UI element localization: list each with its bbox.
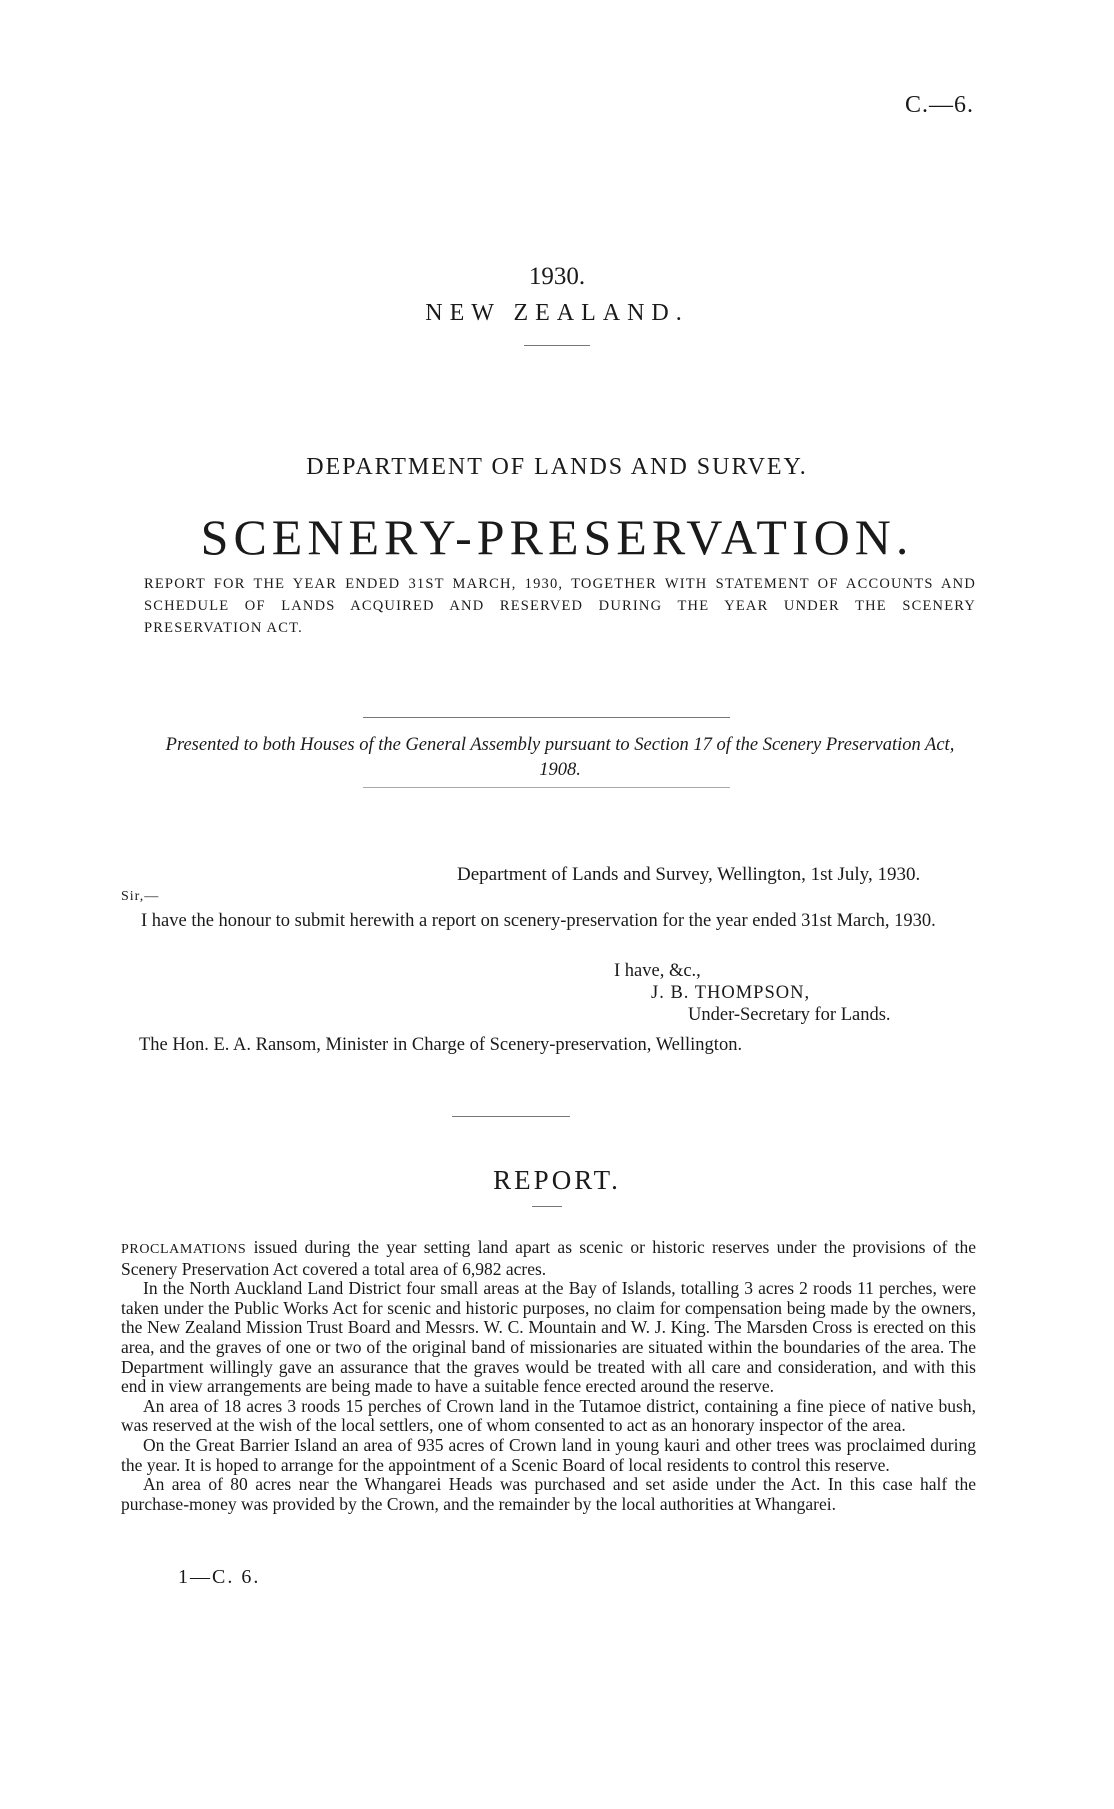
- country-heading: NEW ZEALAND.: [425, 300, 689, 326]
- page-reference: C.—6.: [904, 92, 974, 118]
- divider: [532, 1206, 562, 1207]
- letter-salutation: Sir,—: [121, 889, 160, 904]
- letter-date-line: Department of Lands and Survey, Wellington, 1st July, 1930.: [457, 864, 921, 885]
- letter-signature: J. B. THOMPSON,: [651, 983, 811, 1003]
- letter-body: I have the honour to submit herewith a report on scenery-preservation for the year ended 31st March, 1930.: [141, 911, 936, 931]
- report-heading: REPORT.: [493, 1165, 621, 1195]
- report-body: [121, 1238, 976, 1514]
- year-heading: 1930.: [528, 263, 586, 290]
- document-subtitle: REPORT FOR THE YEAR ENDED 31ST MARCH, 1930, TOGETHER WITH STATEMENT OF ACCOUNTS AND SCHEDULE OF LANDS ACQUIRED AND RESERVED DURING THE YEAR UNDER THE SCENERY PRESERVATION ACT.: [144, 576, 976, 636]
- letter-closing: I have, &c.,: [614, 961, 701, 981]
- document-title: SCENERY-PRESERVATION.: [200, 509, 914, 565]
- report-paragraph: An area of 80 acres near the Whangarei Heads was purchased and set aside under the Act. In this case half the purchase-money was provided by the Crown, and the remainder by the local authorities at Whangarei.: [121, 1474, 976, 1514]
- divider: [363, 717, 730, 718]
- lead-word: PROCLAMATIONS: [121, 1242, 247, 1257]
- report-paragraph: In the North Auckland Land District four small areas at the Bay of Islands, totalling 3 acres 2 roods 11 perches, were taken under the Public Works Act for scenic and historic purposes, no claim for compensation being made by the owners, the New Zealand Mission Trust Board and Messrs. W. C. Mountain and W. J. King. The Marsden Cross is erected on this area, and the graves of one or two of the original band of missionaries are situated within the boundaries of the area. The Department willingly gave an assurance that the graves would be treated with all care and consideration, and with this end in view arrangements are being made to have a suitable fence erected around the reserve.: [121, 1278, 976, 1397]
- divider: [524, 345, 590, 346]
- letter-addressee: The Hon. E. A. Ransom, Minister in Charge of Scenery-preservation, Wellington.: [139, 1035, 743, 1055]
- divider: [452, 1116, 570, 1117]
- department-heading: DEPARTMENT OF LANDS AND SURVEY.: [306, 454, 808, 480]
- report-paragraph: An area of 18 acres 3 roods 15 perches of Crown land in the Tutamoe district, containing a fine piece of native bush, was reserved at the wish of the local settlers, one of whom consented to act as an honorary inspector of the area.: [121, 1395, 976, 1436]
- footer-page-reference: 1—C. 6.: [178, 1566, 261, 1588]
- report-paragraph: PROCLAMATIONS issued during the year setting land apart as scenic or historic reserves under the provisions of the Scenery Preservation Act covered a total area of 6,982 acres.: [121, 1237, 976, 1279]
- presentation-note: Presented to both Houses of the General Assembly pursuant to Section 17 of the Scenery Preservation Act, 1908.: [165, 735, 955, 780]
- report-paragraph: On the Great Barrier Island an area of 935 acres of Crown land in young kauri and other trees was proclaimed during the year. It is hoped to arrange for the appointment of a Scenic Board of local residents to control this reserve.: [121, 1434, 976, 1475]
- signer-title: Under-Secretary for Lands.: [688, 1005, 891, 1025]
- divider: [363, 787, 730, 788]
